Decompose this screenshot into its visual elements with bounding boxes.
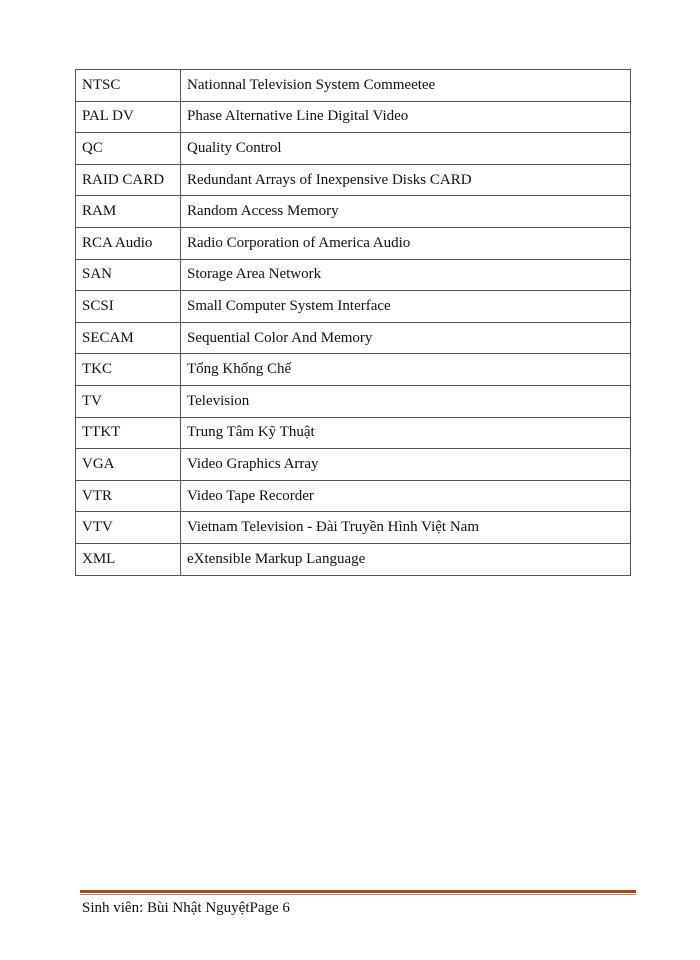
abbr-cell: VTR [76, 480, 181, 512]
table-row [76, 164, 631, 196]
meaning-cell: Small Computer System Interface [181, 291, 631, 323]
abbr-cell: RAM [76, 196, 181, 228]
meaning-cell: Redundant Arrays of Inexpensive Disks CARD [181, 164, 631, 196]
meaning-cell: Video Graphics Array [181, 449, 631, 481]
table-row [76, 259, 631, 291]
abbr-cell: TKC [76, 354, 181, 386]
abbr-cell: PAL DV [76, 101, 181, 133]
table-row [76, 291, 631, 323]
meaning-cell: Tổng Khống Chế [181, 354, 631, 386]
abbr-cell: TV [76, 385, 181, 417]
meaning-cell: Phase Alternative Line Digital Video [181, 101, 631, 133]
abbr-cell: VGA [76, 449, 181, 481]
meaning-cell: eXtensible Markup Language [181, 543, 631, 575]
footer-divider-thin [80, 894, 636, 895]
meaning-cell: Vietnam Television - Đài Truyền Hình Việt Nam [181, 512, 631, 544]
table-row [76, 480, 631, 512]
table-row [76, 512, 631, 544]
table-row [76, 449, 631, 481]
abbr-cell: VTV [76, 512, 181, 544]
meaning-cell: Sequential Color And Memory [181, 322, 631, 354]
meaning-cell: Quality Control [181, 133, 631, 165]
meaning-cell: Storage Area Network [181, 259, 631, 291]
meaning-cell: Radio Corporation of America Audio [181, 227, 631, 259]
table-row [76, 417, 631, 449]
footer-divider [80, 890, 636, 893]
abbr-cell: QC [76, 133, 181, 165]
table-row [76, 322, 631, 354]
table-row [76, 101, 631, 133]
table-row [76, 70, 631, 102]
meaning-cell: Video Tape Recorder [181, 480, 631, 512]
meaning-cell: Trung Tâm Kỹ Thuật [181, 417, 631, 449]
abbr-cell: RCA Audio [76, 227, 181, 259]
table-row [76, 133, 631, 165]
meaning-cell: Random Access Memory [181, 196, 631, 228]
meaning-cell: Nationnal Television System Commeetee [181, 70, 631, 102]
table-row [76, 354, 631, 386]
abbr-cell: SECAM [76, 322, 181, 354]
abbr-cell: SCSI [76, 291, 181, 323]
table-row [76, 543, 631, 575]
table-row [76, 385, 631, 417]
abbr-cell: RAID CARD [76, 164, 181, 196]
table-row [76, 196, 631, 228]
page-footer: Sinh viên: Bùi Nhật NguyệtPage 6 [82, 900, 290, 916]
meaning-cell: Television [181, 385, 631, 417]
abbr-cell: NTSC [76, 70, 181, 102]
abbreviation-table [75, 69, 631, 576]
abbr-cell: SAN [76, 259, 181, 291]
table-row [76, 227, 631, 259]
abbr-cell: TTKT [76, 417, 181, 449]
abbr-cell: XML [76, 543, 181, 575]
